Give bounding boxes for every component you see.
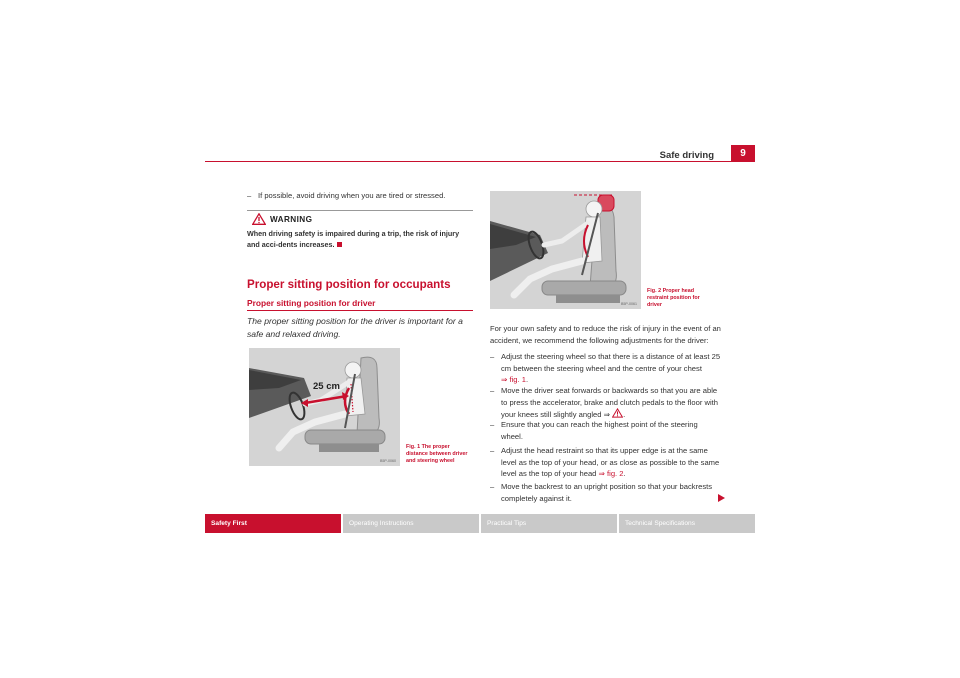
figure-1-reference-link[interactable]: ⇒ fig. 1 [501, 375, 526, 384]
adjustment-bullet-backrest [490, 481, 725, 504]
footer-tab-safety-first[interactable]: Safety First [205, 514, 341, 533]
end-of-warning-icon [337, 242, 342, 247]
text-segment: your knees still slightly angled ⇒ [501, 410, 610, 419]
caption-line: driver [647, 302, 662, 309]
subsection-rule [247, 310, 473, 311]
figure-2-code: B5P-0061 [621, 302, 637, 306]
text-line: Move the driver seat forwards or backwards so that you are able [501, 386, 718, 395]
caption-line: and steering wheel [406, 458, 455, 465]
adjustment-bullet-wheel-reach [490, 419, 725, 442]
text-line: Ensure that you can reach the highest point of the steering [501, 420, 698, 429]
text-line [501, 468, 725, 480]
adjustment-bullet-steering [490, 351, 725, 386]
warning-triangle-icon [252, 213, 266, 225]
figure-2-caption [647, 288, 717, 310]
bullet-text: If possible, avoid driving when you are tired or stressed. [258, 191, 446, 200]
footer-tab-technical-specifications[interactable]: Technical Specifications [619, 514, 755, 533]
figure-2-reference-link[interactable]: ⇒ fig. 2 [598, 469, 624, 478]
caption-line: restraint position for [647, 295, 700, 302]
driver-adjustments-intro [490, 323, 725, 346]
text-line: completely against it. [501, 493, 572, 503]
page-number: 9 [731, 145, 755, 162]
bullet-avoid-fatigue [247, 190, 477, 202]
text-line: cm between the steering wheel and the centre of your chest [501, 363, 702, 373]
text-line [501, 374, 725, 386]
figure-1-code: B5P-0060 [380, 459, 396, 463]
figure-2-head-restraint [490, 191, 641, 309]
text-punctuation: . [623, 469, 626, 478]
section-heading: Proper sitting position for occupants [247, 278, 451, 291]
text-line: wheel. [501, 431, 523, 441]
figure-1-illustration [249, 348, 400, 466]
footer-tab-practical-tips[interactable]: Practical Tips [481, 514, 617, 533]
bullet-dash: – [490, 386, 495, 395]
text-line: Move the backrest to an upright position so that your backrests [501, 482, 713, 491]
caption-line: Fig. 1 The proper [406, 444, 450, 450]
bullet-dash: – [490, 482, 495, 491]
page-header-title: Safe driving [659, 150, 714, 161]
adjustment-bullet-seat [490, 385, 725, 421]
bullet-dash: – [490, 352, 495, 361]
header-rule [205, 161, 755, 162]
warning-title: WARNING [270, 215, 313, 224]
warning-rule [247, 210, 473, 211]
figure-2-illustration [490, 191, 641, 309]
text-line: accident, we recommend the following adjustments for the driver: [490, 335, 709, 345]
text-punctuation: . [525, 375, 529, 384]
warning-triangle-icon[interactable] [612, 408, 626, 419]
text-punctuation: . [623, 410, 626, 419]
text-line: to press the accelerator, brake and clutch pedals to the floor with [501, 397, 718, 407]
next-page-arrow-icon[interactable] [718, 494, 725, 502]
figure-1-caption [406, 444, 476, 466]
caption-line: distance between driver [406, 451, 468, 458]
warning-text-body: When driving safety is impaired during a trip, the risk of injury and acci-dents increases. [247, 229, 460, 249]
caption-line: Fig. 2 Proper head [647, 288, 695, 294]
text-line: For your own safety and to reduce the risk of injury in the event of an [490, 324, 721, 333]
text-line: level as the top of your head, or as close as possible to the same [501, 457, 720, 467]
bullet-dash: – [247, 191, 252, 200]
subsection-heading: Proper sitting position for driver [247, 298, 376, 308]
text-line: Adjust the steering wheel so that there is a distance of at least 25 [501, 352, 721, 361]
text-line: Adjust the head restraint so that its upper edge is at the same [501, 446, 708, 455]
adjustment-bullet-head-restraint [490, 445, 725, 480]
figure-1-driver-distance [249, 348, 400, 466]
figure-1-measurement-label: 25 cm [313, 381, 340, 392]
bullet-dash: – [490, 420, 495, 429]
text-segment: level as the top of your head [501, 469, 597, 478]
intro-paragraph: The proper sitting position for the driver is important for a safe and relaxed driving. [247, 316, 463, 339]
bullet-dash: – [490, 446, 495, 455]
warning-text [247, 229, 473, 250]
footer-tab-operating-instructions[interactable]: Operating Instructions [343, 514, 479, 533]
